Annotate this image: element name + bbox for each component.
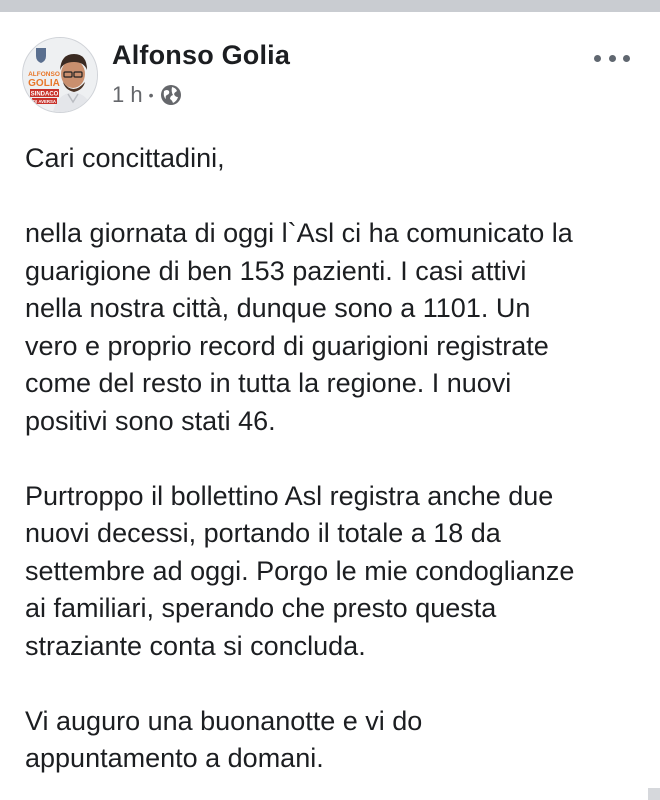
post-paragraph: Purtroppo il bollettino Asl registra anche due nuovi decessi, portando il totale a 18 da settembre ad oggi. Porgo le mie condoglianze ai familiari, sperando che presto questa straziante conta si concluda. — [25, 480, 575, 661]
meta-separator: • — [148, 87, 154, 103]
svg-text:SINDACO: SINDACO — [30, 91, 59, 98]
ellipsis-icon — [594, 55, 601, 62]
post-timestamp[interactable]: 1 h — [112, 82, 143, 107]
svg-text:ALFONSO: ALFONSO — [28, 71, 60, 78]
post-paragraph: Vi auguro una buonanotte e vi do appuntamento a domani. — [25, 705, 423, 773]
post-text — [25, 140, 645, 778]
feed-divider — [0, 0, 660, 12]
scroll-corner — [648, 788, 660, 800]
author-name[interactable]: Alfonso Golia — [112, 40, 291, 70]
profile-picture — [23, 38, 97, 112]
facebook-post — [0, 12, 660, 800]
ellipsis-dot — [623, 55, 630, 62]
svg-text:GOLIA: GOLIA — [28, 78, 60, 89]
svg-text:DI AVERSA: DI AVERSA — [33, 98, 56, 104]
avatar[interactable] — [22, 37, 98, 113]
more-options-button[interactable] — [594, 48, 630, 68]
post-paragraph: nella giornata di oggi l`Asl ci ha comunicato la guarigione di ben 153 pazienti. I casi attivi nella nostra città, dunque sono a 1101. Un vero e proprio record di guarigioni registrate come del resto in tutta la regione. I nuovi positivi sono stati 46. — [25, 218, 573, 436]
globe-icon[interactable] — [160, 84, 182, 106]
ellipsis-dot — [609, 55, 616, 62]
campaign-badge — [28, 71, 60, 104]
post-meta — [112, 80, 182, 110]
post-paragraph: Cari concittadini, — [25, 143, 225, 173]
